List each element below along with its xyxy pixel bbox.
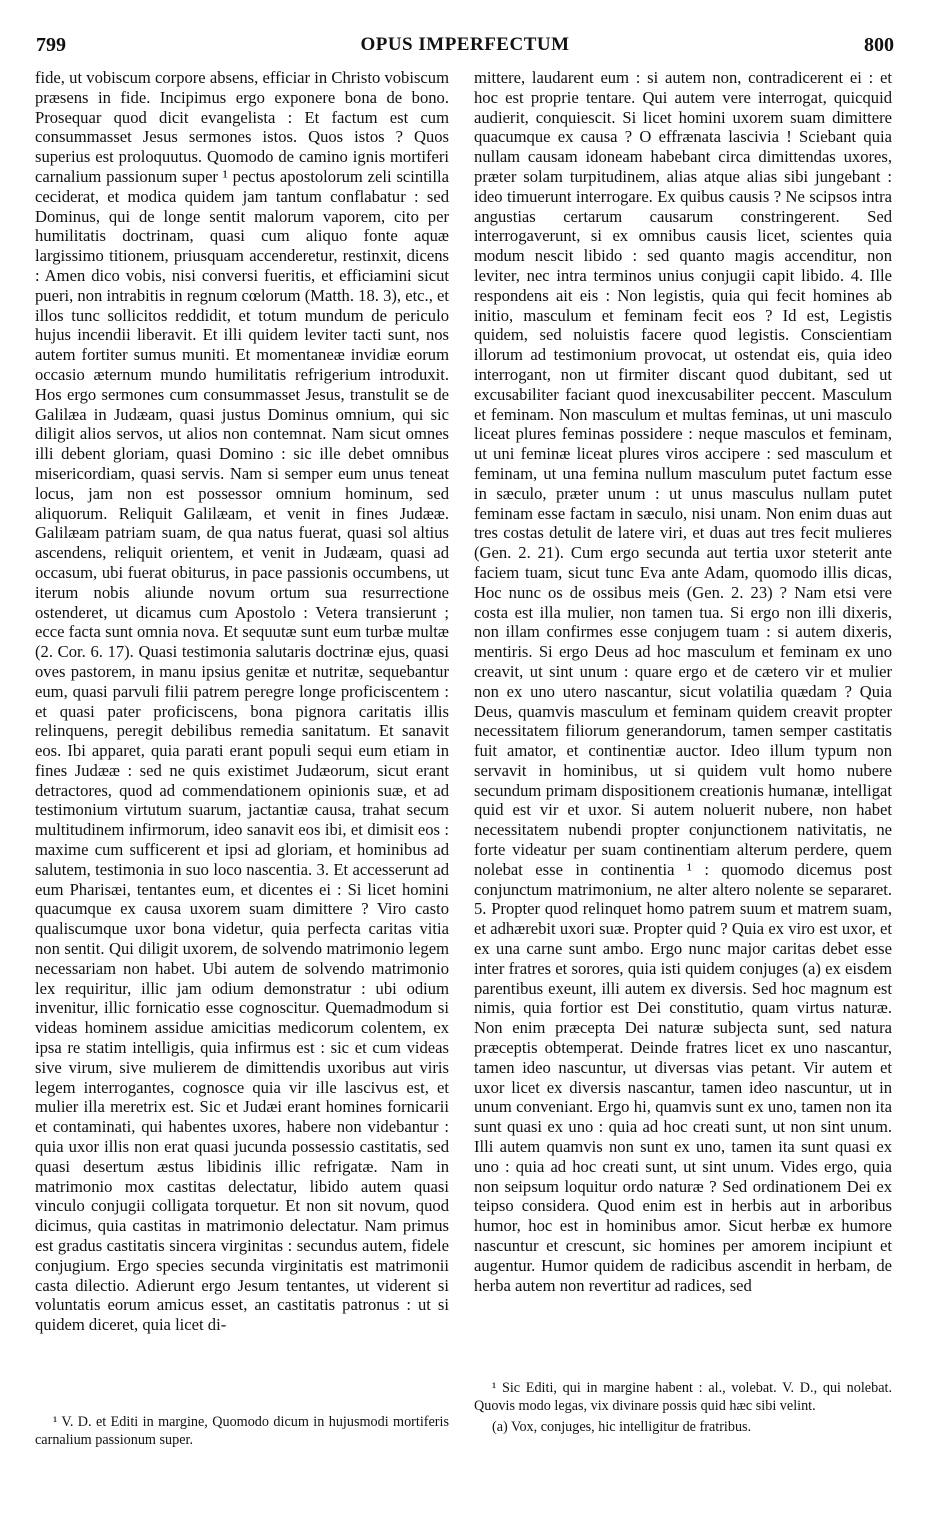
page-header	[36, 34, 894, 62]
text-column-left	[35, 68, 449, 1335]
page-number-left: 799	[36, 34, 66, 56]
footnote-left-1: ¹ V. D. et Editi in margine, Quomodo dicum in hujusmodi mortiferis carnalium passionum super.	[35, 1414, 449, 1448]
footnote-right-2: (a) Vox, conjuges, hic intelligitur de fratribus.	[492, 1419, 752, 1435]
page-number-right: 800	[864, 34, 894, 56]
footnote-right-1: ¹ Sic Editi, qui in margine habent : al., volebat. V. D., qui nolebat. Quovis modo legas, vix divinare possis quid hæc sibi velint.	[474, 1380, 892, 1414]
text-column-right	[474, 68, 892, 1295]
column-left-text: fide, ut vobiscum corpore absens, efficiar in Christo vobiscum præsens in fide. Incipimus ergo exponere bona de bono. Prosequar quod dicit evangelista : Et factum est cum consummasset Jesus sermones istos. Quos istos ? Quos superius est proloquutus. Quomodo de camino ignis mortiferi carnalium passionum super ¹ pectus apostolorum zeli scintilla ceciderat, et modica quidem jam tantum conflabatur : sed Dominus, qui de longe sentit malorum vaporem, cito per humilitatis doctrinam, quasi cum aliquo fonte aquæ largissimo titionem, priusquam accenderetur, restinxit, dicens : Amen dico vobis, nisi conversi fueritis, et efficiamini sicut pueri, non intrabitis in regnum cœlorum (Matth. 18. 3), etc., et illos tunc sollicitos reddidit, et totum mundum de periculo hujus incendii liberavit. Et illi quidem leviter tacti sunt, nos autem fortiter sumus muniti. Et momentaneæ invidiæ eorum occasio æternum mundo humilitatis refrigerium introduxit. Hos ergo sermones cum consummasset Jesus, transtulit se de Galilæa in Judæam, quasi justus Dominus omnium, qui sic diligit alios servos, ut alios non contemnat. Nam sicut omnes illi debent gloriam, quasi Domino : sic ille debet omnibus misericordiam, quasi servis. Nam si semper eum unus teneat locus, jam non est possessor omnium hominum, sed aliquorum. Reliquit Galilæam, et venit in fines Judææ. Galilæam patriam suam, de qua natus fuerat, quasi sol altius ascendens, reliquit orientem, et venit in Judæam, quasi ad occasum, ubi fuerat obiturus, in pace passionis occumbens, ut iterum nobis aliunde novum ortum sua resurrectione ostenderet, ut dicamus cum Apostolo : Vetera transierunt ; ecce facta sunt omnia nova. Et sequutæ sunt eum turbæ multæ (2. Cor. 6. 17). Quasi testimonia salutaris doctrinæ ejus, quasi oves pastorem, in manu ipsius genitæ et nutritæ, sequebantur eum, quasi parvuli filii patrem peregre longe proficiscentem : et quasi pater proficiscens, bona pignora caritatis illis relinquens, peregit debilibus remedia sanitatum. Et sanavit eos. Ibi apparet, quia parati erant populi sequi eum etiam in fines Judææ : sed ne quis existimet Judæorum, sicut erant detractores, quod ad commendationem opinionis suæ, et ad testimonium virtutum suarum, jactantiæ causa, trahat secum multitudinem infirmorum, ideo sanavit eos ibi, et dimisit eos : maxime cum sufficerent et ipsi ad gloriam, et hominibus ad salutem, testimonia in suo loco nascentia. 3. Et accesserunt ad eum Pharisæi, tentantes eum, et dicentes ei : Si licet homini quacumque ex causa uxorem suam dimittere ? Viro casto qualiscumque uxor bona videtur, quia perfecta caritas vitia non sentit. Qui diligit uxorem, de solvendo matrimonio legem necessariam non habet. Ubi autem de solvendo matrimonio lex requiritur, illic jam odium demonstratur : ubi odium invenitur, illic fornicatio esse cognoscitur. Quemadmodum si videas hominem assidue amicitias medicorum colentem, ex ipsa re statim intelligis, quia infirmus est : sic et cum videas sive virum, sive mulierem de dimittendis uxoribus aut viris legem interrogantes, cognosce quia vir ille lascivus est, et mulier illa meretrix est. Sic et Judæi erant homines fornicarii et contaminati, qui habentes uxores, habere non videbantur : quia uxor illis non erat quasi jucunda possessio castitatis, sed quasi desertum æstus libidinis illic refrigatæ. Nam in matrimonio mox castitas delectatur, libido autem quasi vinculo conjugii colligata torquetur. Et non sit novum, quod dicimus, quia castitas in matrimonio delectatur. Nam primus est gradus castitatis sincera virginitas : secundus autem, fidele conjugium. Ergo species secunda virginitatis est matrimonii casta dilectio. Adierunt ergo Jesum tentantes, ut viderent si voluntatis eorum amicus esset, an castitatis patronus : ut si quidem diceret, quia licet di-	[35, 68, 449, 1335]
running-title: OPUS IMPERFECTUM	[360, 34, 570, 55]
footnotes-right	[474, 1380, 892, 1441]
footnotes-left	[35, 1414, 449, 1453]
column-right-text: mittere, laudarent eum : si autem non, contradicerent ei : et hoc est proprie tentare. Qui autem vere interrogat, quicquid audierit, conquiescit. Si licet homini uxorem suam dimittere quacumque ex causa ? O effrænata lascivia ! Sciebant quia nullam causam idoneam habebant circa dimittendas uxores, præter solam turpitudinem, alias atque alias sibi jungebant : ideo timuerunt interrogare. Ex quibus causis ? Ne scipsos intra angustias certarum causarum constringerent. Sed interrogaverunt, si ex omnibus causis licet, scientes quia modum nescit libido : sed quanto magis accenditur, non leviter, nec intra terminos unius conjugii capit libido. 4. Ille respondens ait eis : Non legistis, quia qui fecit homines ab initio, masculum et feminam fecit eos ? Id est, Legistis quidem, sed noluistis facere quod legistis. Conscientiam illorum ad testimonium provocat, ut ostendat eis, quia ideo interrogant, non ut firmiter discant quod dubitant, sed ut excusabiliter faciant quod inexcusabiliter peccent. Masculum et feminam. Non masculum et multas feminas, ut uni masculo liceat plures feminas possidere : neque masculos et feminam, ut uni feminæ liceat plures viros accipere : sed masculum et feminam, ut una femina nullum masculum putet factum esse in sæculo, præter unum : ut unus masculus nullam putet feminam esse factam in sæculo, nisi unam. Non enim duas aut tres costas detulit de latere viri, et duas aut tres fecit mulieres (Gen. 2. 21). Cum ergo secunda aut tertia uxor steterit ante faciem tuam, sicut tunc Eva ante Adam, quomodo illis dicas, Hoc nunc os de ossibus meis (Gen. 2. 23) ? Nam etsi vere costa est illa mulier, non tamen tua. Si ergo non illi dixeris, non illam confirmes esse conjugem tuam : si autem dixeris, mentiris. Si ergo Deus ad hoc masculum et feminam ex uno creavit, ut sint unum : quare ergo et de cætero vir et mulier non ex uno utero nascantur, sicut volatilia quædam ? Quia Deus, quamvis masculum et feminam quidem creavit propter necessitatem filiorum generandorum, tamen semper castitatis fuit amator, et continentiæ auctor. Ideo illum typum non servavit in hominibus, ut si quidem vult homo nubere secundum primam dispositionem creationis humanæ, intelligat quid est vir et uxor. Si autem noluerit nubere, non habet necessitatem nubendi propter conjunctionem nativitatis, ne forte videatur per suam continentiam alterum perdere, quem nolebat esse in continentia ¹ : quomodo dicemus post conjunctum matrimonium, ne alter altero nolente se separaret. 5. Propter quod relinquet homo patrem suum et matrem suam, et adhærebit uxori suæ. Propter quid ? Quia ex viro est uxor, et ex una carne sunt ambo. Ergo nunc major caritas debet esse inter fratres et sorores, quia isti quidem conjuges (a) ex eisdem parentibus exeunt, illi autem ex diversis. Sed hoc magnum est nimis, quia fortior est Dei constitutio, quam virtus naturæ. Non enim præcepta Dei naturæ subjecta sunt, sed natura præceptis obtemperat. Deinde fratres licet ex uno nascantur, tamen ideo nascuntur, ut diversas vias petant. Vir autem et uxor licet ex diversis nascantur, tamen ideo nascuntur, ut in unum conveniant. Ergo hi, quamvis sunt ex uno, tamen non ita sunt quasi ex uno : quia ad hoc creati sunt, ut non sint unum. Illi autem quamvis non sunt ex uno, tamen ita sunt quasi ex uno : quia ad hoc creati sunt, ut sint unum. Vides ergo, quia non seipsum loquitur ordo naturæ ? Sed ordinationem Dei ex teipso considera. Quod enim est in herbis aut in arboribus humor, hoc est in hominibus amor. Sicut herbæ ex humore nascuntur et crescunt, sic homines per amorem incipiunt et augentur. Humor quidem de radicibus ascendit in herbam, de herba autem non revertitur ad radices, sed	[474, 68, 892, 1295]
